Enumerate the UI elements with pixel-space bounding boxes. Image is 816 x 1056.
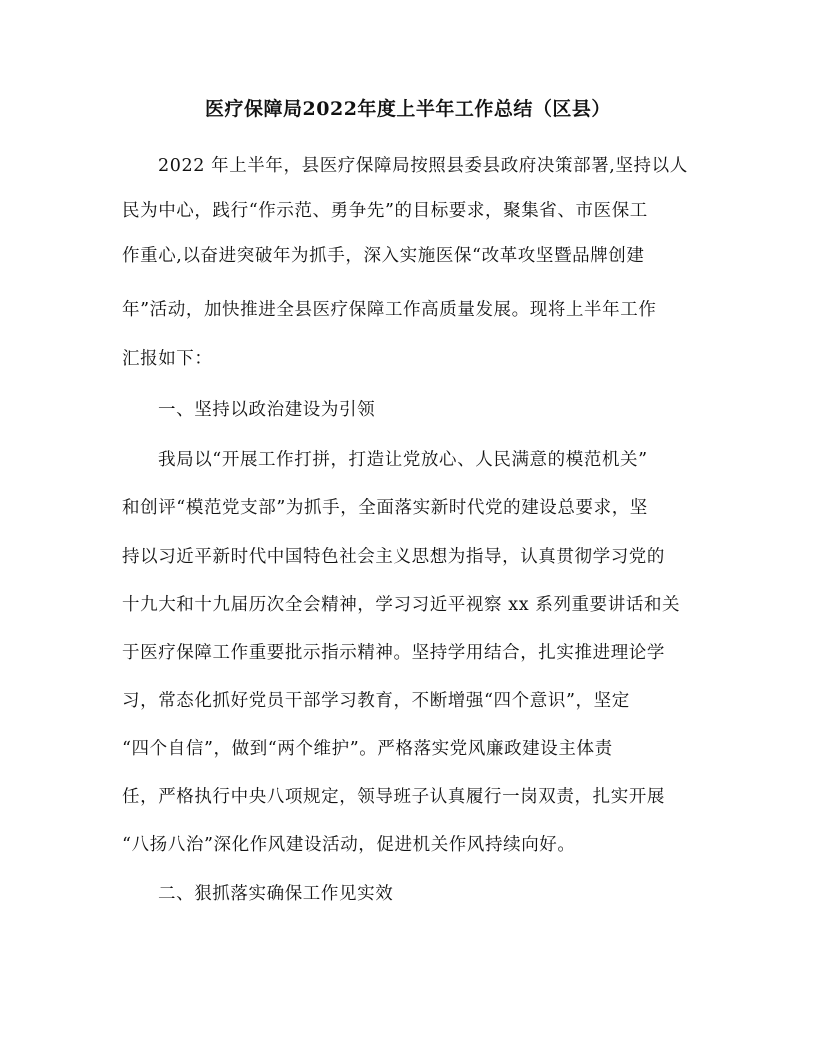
paragraph-line: 年”活动，加快推进全县医疗保障工作高质量发展。现将上半年工作 xyxy=(122,300,657,320)
paragraph-line: 十九大和十九届历次全会精神，学习习近平视察 xx 系列重要讲话和关 xyxy=(122,595,681,615)
paragraph-line: 作重心,以奋进突破年为抓手，深入实施医保“改革攻坚暨品牌创建 xyxy=(122,246,645,266)
paragraph-line: 我局以“开展工作打拼，打造让党放心、人民满意的模范机关” xyxy=(158,450,648,470)
paragraph-line: 持以习近平新时代中国特色社会主义思想为指导，认真贯彻学习党的 xyxy=(122,547,665,567)
paragraph-line: “八扬八治”深化作风建设活动，促进机关作风持续向好。 xyxy=(122,835,576,855)
section-heading: 一、坚持以政治建设为引领 xyxy=(158,400,376,420)
paragraph-line: 汇报如下： xyxy=(122,349,213,369)
paragraph-line: “四个自信”，做到“两个维护”。严格落实党风廉政建设主体责 xyxy=(122,739,613,759)
paragraph-line: 习，常态化抓好党员干部学习教育，不断增强“四个意识”，坚定 xyxy=(122,691,630,711)
paragraph-line: 于医疗保障工作重要批示指示精神。坚持学用结合，扎实推进理论学 xyxy=(122,643,665,663)
document-title: 医疗保障局2022年度上半年工作总结（区县） xyxy=(205,98,611,120)
paragraph-line: 和创评“模范党支部”为抓手，全面落实新时代党的建设总要求，坚 xyxy=(122,498,648,518)
paragraph-line: 任，严格执行中央八项规定，领导班子认真履行一岗双责，扎实开展 xyxy=(122,787,665,807)
section-heading: 二、狠抓落实确保工作见实效 xyxy=(158,884,394,904)
paragraph-line: 民为中心，践行“作示范、勇争先”的目标要求，聚集省、市医保工 xyxy=(122,201,648,221)
paragraph-line: 2022 年上半年，县医疗保障局按照县委县政府决策部署,坚持以人 xyxy=(158,156,688,176)
